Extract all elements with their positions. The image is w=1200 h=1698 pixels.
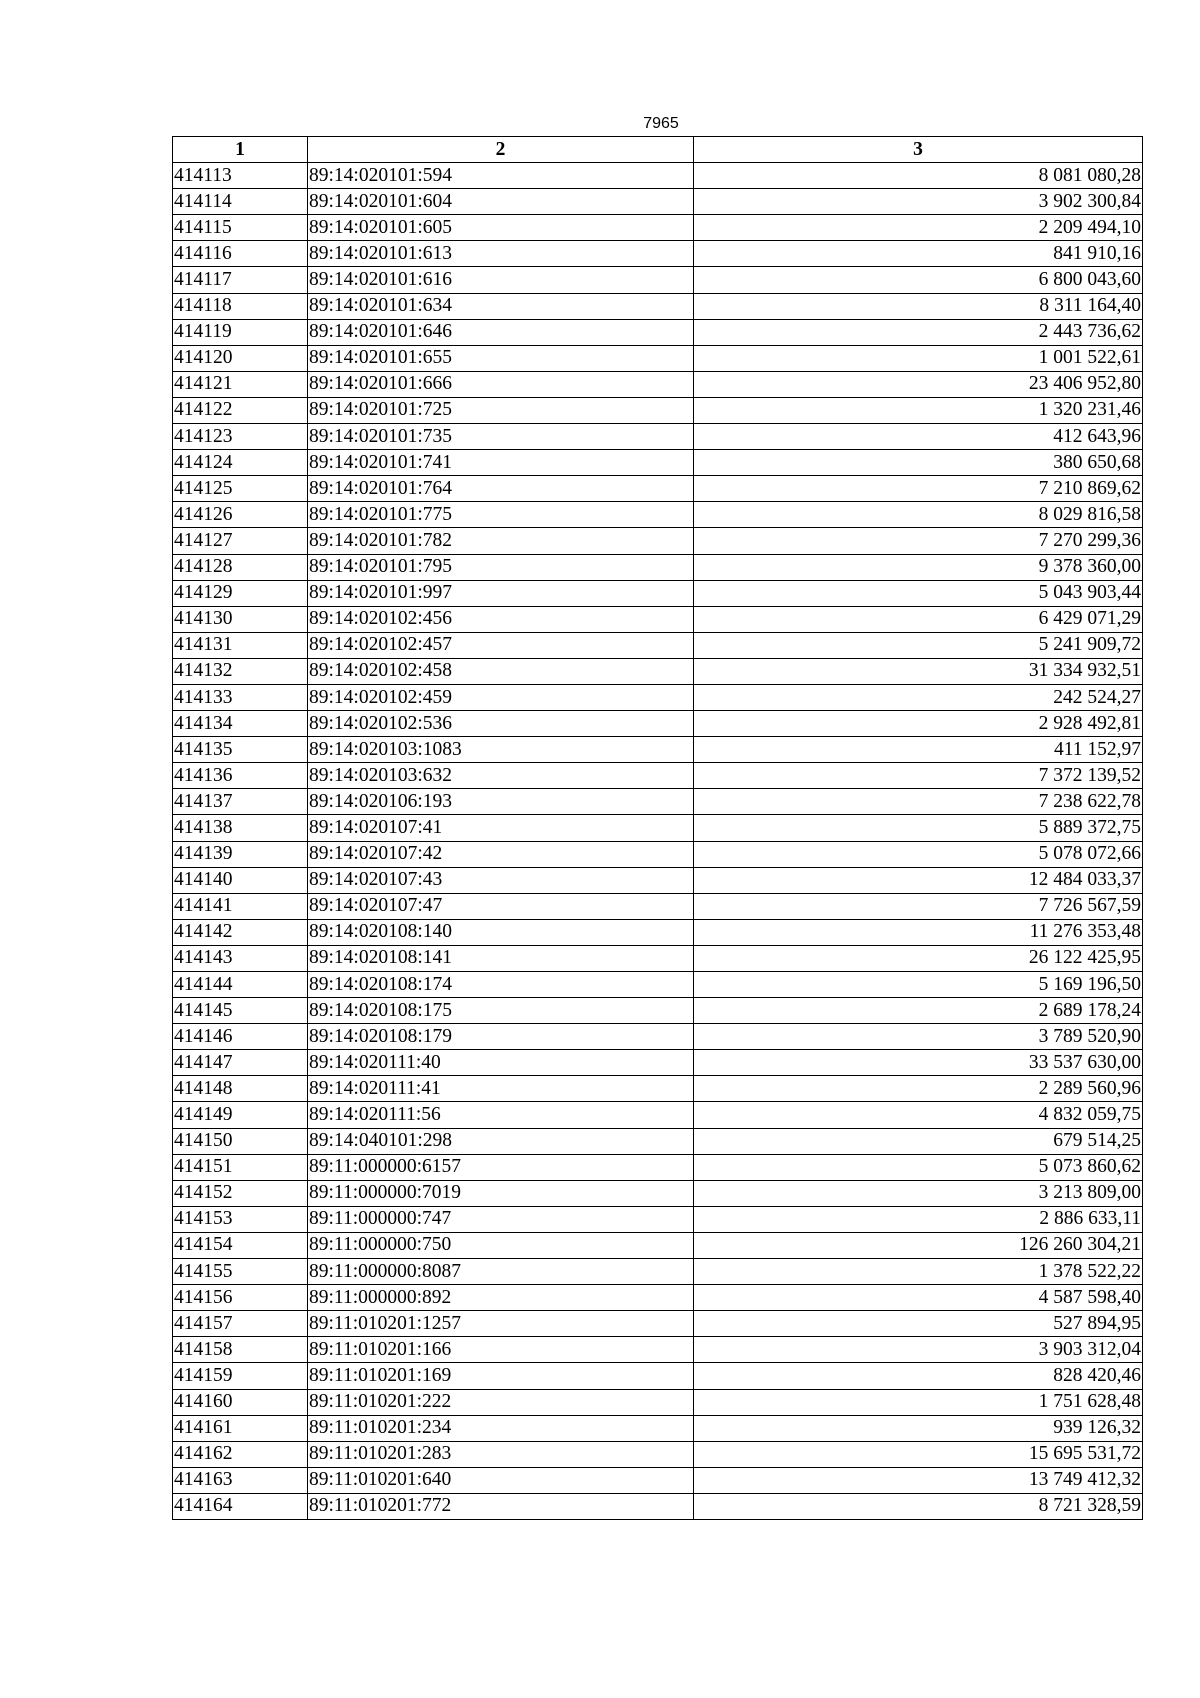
value-cell: 5 078 072,66 xyxy=(694,841,1143,867)
value-cell: 2 209 494,10 xyxy=(694,215,1143,241)
row-number-cell: 414148 xyxy=(173,1076,308,1102)
cadastral-number-cell: 89:14:020107:43 xyxy=(308,867,694,893)
cadastral-number-cell: 89:14:020101:616 xyxy=(308,267,694,293)
cadastral-number-cell: 89:11:000000:747 xyxy=(308,1206,694,1232)
value-cell: 3 213 809,00 xyxy=(694,1180,1143,1206)
table-row xyxy=(173,867,1143,893)
row-number-cell: 414156 xyxy=(173,1285,308,1311)
table-row xyxy=(173,580,1143,606)
table-row xyxy=(173,1337,1143,1363)
row-number-cell: 414153 xyxy=(173,1206,308,1232)
value-cell: 7 726 567,59 xyxy=(694,893,1143,919)
table-row xyxy=(173,841,1143,867)
row-number-cell: 414149 xyxy=(173,1102,308,1128)
row-number-cell: 414163 xyxy=(173,1467,308,1493)
row-number-cell: 414136 xyxy=(173,763,308,789)
cadastral-number-cell: 89:14:020111:56 xyxy=(308,1102,694,1128)
table-row xyxy=(173,424,1143,450)
row-number-cell: 414124 xyxy=(173,450,308,476)
value-cell: 4 832 059,75 xyxy=(694,1102,1143,1128)
cadastral-number-cell: 89:14:020107:41 xyxy=(308,815,694,841)
value-cell: 26 122 425,95 xyxy=(694,945,1143,971)
value-cell: 3 902 300,84 xyxy=(694,189,1143,215)
row-number-cell: 414126 xyxy=(173,502,308,528)
value-cell: 7 372 139,52 xyxy=(694,763,1143,789)
cadastral-number-cell: 89:14:020108:174 xyxy=(308,972,694,998)
cadastral-number-cell: 89:14:020102:458 xyxy=(308,658,694,684)
row-number-cell: 414141 xyxy=(173,893,308,919)
table-row xyxy=(173,1154,1143,1180)
value-cell: 8 081 080,28 xyxy=(694,163,1143,189)
value-cell: 3 789 520,90 xyxy=(694,1024,1143,1050)
value-cell: 841 910,16 xyxy=(694,241,1143,267)
value-cell: 527 894,95 xyxy=(694,1311,1143,1337)
row-number-cell: 414130 xyxy=(173,606,308,632)
cadastral-number-cell: 89:11:000000:8087 xyxy=(308,1259,694,1285)
value-cell: 1 751 628,48 xyxy=(694,1389,1143,1415)
row-number-cell: 414161 xyxy=(173,1415,308,1441)
table-row xyxy=(173,163,1143,189)
cadastral-number-cell: 89:14:020101:795 xyxy=(308,554,694,580)
row-number-cell: 414134 xyxy=(173,711,308,737)
cadastral-number-cell: 89:14:020101:735 xyxy=(308,424,694,450)
table-row xyxy=(173,711,1143,737)
value-cell: 7 210 869,62 xyxy=(694,476,1143,502)
table-row xyxy=(173,476,1143,502)
value-cell: 2 689 178,24 xyxy=(694,998,1143,1024)
table-row xyxy=(173,1206,1143,1232)
value-cell: 2 928 492,81 xyxy=(694,711,1143,737)
cadastral-number-cell: 89:14:020101:741 xyxy=(308,450,694,476)
table-header-row xyxy=(173,137,1143,163)
cadastral-number-cell: 89:14:020101:725 xyxy=(308,397,694,423)
cadastral-number-cell: 89:14:020101:997 xyxy=(308,580,694,606)
table-body xyxy=(173,163,1143,1520)
value-cell: 23 406 952,80 xyxy=(694,371,1143,397)
value-cell: 6 800 043,60 xyxy=(694,267,1143,293)
value-cell: 8 311 164,40 xyxy=(694,293,1143,319)
table-row xyxy=(173,397,1143,423)
cadastral-number-cell: 89:11:010201:1257 xyxy=(308,1311,694,1337)
value-cell: 13 749 412,32 xyxy=(694,1467,1143,1493)
cadastral-number-cell: 89:11:010201:234 xyxy=(308,1415,694,1441)
registry-table xyxy=(172,136,1143,1520)
cadastral-number-cell: 89:14:020102:456 xyxy=(308,606,694,632)
row-number-cell: 414150 xyxy=(173,1128,308,1154)
table-row xyxy=(173,1285,1143,1311)
value-cell: 11 276 353,48 xyxy=(694,919,1143,945)
row-number-cell: 414154 xyxy=(173,1232,308,1258)
row-number-cell: 414114 xyxy=(173,189,308,215)
value-cell: 5 043 903,44 xyxy=(694,580,1143,606)
row-number-cell: 414159 xyxy=(173,1363,308,1389)
cadastral-number-cell: 89:14:020101:604 xyxy=(308,189,694,215)
table-row xyxy=(173,241,1143,267)
table-row xyxy=(173,737,1143,763)
table-row xyxy=(173,1050,1143,1076)
table-row xyxy=(173,658,1143,684)
cadastral-number-cell: 89:14:020107:42 xyxy=(308,841,694,867)
page-number: 7965 xyxy=(643,115,679,132)
value-cell: 1 378 522,22 xyxy=(694,1259,1143,1285)
cadastral-number-cell: 89:11:000000:7019 xyxy=(308,1180,694,1206)
row-number-cell: 414152 xyxy=(173,1180,308,1206)
value-cell: 380 650,68 xyxy=(694,450,1143,476)
table-row xyxy=(173,945,1143,971)
cadastral-number-cell: 89:11:010201:283 xyxy=(308,1441,694,1467)
table-row xyxy=(173,684,1143,710)
value-cell: 8 721 328,59 xyxy=(694,1493,1143,1519)
cadastral-number-cell: 89:14:020103:1083 xyxy=(308,737,694,763)
row-number-cell: 414128 xyxy=(173,554,308,580)
cadastral-number-cell: 89:14:020106:193 xyxy=(308,789,694,815)
cadastral-number-cell: 89:14:020102:457 xyxy=(308,632,694,658)
table-row xyxy=(173,998,1143,1024)
row-number-cell: 414139 xyxy=(173,841,308,867)
table-row xyxy=(173,1102,1143,1128)
table-row xyxy=(173,1128,1143,1154)
table-row xyxy=(173,319,1143,345)
table-row xyxy=(173,893,1143,919)
table-row xyxy=(173,1232,1143,1258)
value-cell: 2 886 633,11 xyxy=(694,1206,1143,1232)
table-row xyxy=(173,1467,1143,1493)
row-number-cell: 414162 xyxy=(173,1441,308,1467)
cadastral-number-cell: 89:14:020101:605 xyxy=(308,215,694,241)
row-number-cell: 414140 xyxy=(173,867,308,893)
cadastral-number-cell: 89:14:020101:655 xyxy=(308,345,694,371)
cadastral-number-cell: 89:11:010201:169 xyxy=(308,1363,694,1389)
value-cell: 2 289 560,96 xyxy=(694,1076,1143,1102)
cadastral-number-cell: 89:14:020108:141 xyxy=(308,945,694,971)
row-number-cell: 414142 xyxy=(173,919,308,945)
cadastral-number-cell: 89:14:020111:40 xyxy=(308,1050,694,1076)
value-cell: 126 260 304,21 xyxy=(694,1232,1143,1258)
table-row xyxy=(173,1259,1143,1285)
table-row xyxy=(173,1441,1143,1467)
value-cell: 4 587 598,40 xyxy=(694,1285,1143,1311)
row-number-cell: 414118 xyxy=(173,293,308,319)
cadastral-number-cell: 89:14:020102:536 xyxy=(308,711,694,737)
cadastral-number-cell: 89:14:020108:179 xyxy=(308,1024,694,1050)
cadastral-number-cell: 89:14:020101:613 xyxy=(308,241,694,267)
value-cell: 15 695 531,72 xyxy=(694,1441,1143,1467)
row-number-cell: 414119 xyxy=(173,319,308,345)
row-number-cell: 414155 xyxy=(173,1259,308,1285)
table-row xyxy=(173,1076,1143,1102)
column-header-1: 1 xyxy=(173,137,308,163)
column-header-3: 3 xyxy=(694,137,1143,163)
cadastral-number-cell: 89:11:000000:6157 xyxy=(308,1154,694,1180)
value-cell: 5 241 909,72 xyxy=(694,632,1143,658)
row-number-cell: 414117 xyxy=(173,267,308,293)
cadastral-number-cell: 89:14:040101:298 xyxy=(308,1128,694,1154)
cadastral-number-cell: 89:14:020101:764 xyxy=(308,476,694,502)
value-cell: 7 270 299,36 xyxy=(694,528,1143,554)
row-number-cell: 414157 xyxy=(173,1311,308,1337)
cadastral-number-cell: 89:14:020103:632 xyxy=(308,763,694,789)
row-number-cell: 414131 xyxy=(173,632,308,658)
row-number-cell: 414138 xyxy=(173,815,308,841)
table-row xyxy=(173,1180,1143,1206)
cadastral-number-cell: 89:11:010201:166 xyxy=(308,1337,694,1363)
cadastral-number-cell: 89:14:020108:175 xyxy=(308,998,694,1024)
row-number-cell: 414160 xyxy=(173,1389,308,1415)
cadastral-number-cell: 89:14:020101:646 xyxy=(308,319,694,345)
table-row xyxy=(173,502,1143,528)
table-row xyxy=(173,789,1143,815)
row-number-cell: 414116 xyxy=(173,241,308,267)
cadastral-number-cell: 89:14:020101:594 xyxy=(308,163,694,189)
value-cell: 33 537 630,00 xyxy=(694,1050,1143,1076)
row-number-cell: 414164 xyxy=(173,1493,308,1519)
table-row xyxy=(173,763,1143,789)
table-row xyxy=(173,267,1143,293)
cadastral-number-cell: 89:14:020101:666 xyxy=(308,371,694,397)
cadastral-number-cell: 89:14:020101:775 xyxy=(308,502,694,528)
value-cell: 7 238 622,78 xyxy=(694,789,1143,815)
row-number-cell: 414113 xyxy=(173,163,308,189)
table-row xyxy=(173,554,1143,580)
row-number-cell: 414123 xyxy=(173,424,308,450)
column-header-2: 2 xyxy=(308,137,694,163)
table-row xyxy=(173,1024,1143,1050)
cadastral-number-cell: 89:11:010201:640 xyxy=(308,1467,694,1493)
value-cell: 412 643,96 xyxy=(694,424,1143,450)
value-cell: 2 443 736,62 xyxy=(694,319,1143,345)
row-number-cell: 414146 xyxy=(173,1024,308,1050)
row-number-cell: 414151 xyxy=(173,1154,308,1180)
row-number-cell: 414144 xyxy=(173,972,308,998)
value-cell: 939 126,32 xyxy=(694,1415,1143,1441)
row-number-cell: 414129 xyxy=(173,580,308,606)
value-cell: 5 889 372,75 xyxy=(694,815,1143,841)
value-cell: 1 001 522,61 xyxy=(694,345,1143,371)
value-cell: 5 073 860,62 xyxy=(694,1154,1143,1180)
row-number-cell: 414121 xyxy=(173,371,308,397)
value-cell: 3 903 312,04 xyxy=(694,1337,1143,1363)
table-row xyxy=(173,606,1143,632)
cadastral-number-cell: 89:11:000000:892 xyxy=(308,1285,694,1311)
value-cell: 828 420,46 xyxy=(694,1363,1143,1389)
row-number-cell: 414145 xyxy=(173,998,308,1024)
cadastral-number-cell: 89:11:010201:222 xyxy=(308,1389,694,1415)
value-cell: 6 429 071,29 xyxy=(694,606,1143,632)
table-row xyxy=(173,189,1143,215)
row-number-cell: 414143 xyxy=(173,945,308,971)
row-number-cell: 414135 xyxy=(173,737,308,763)
row-number-cell: 414133 xyxy=(173,684,308,710)
cadastral-number-cell: 89:14:020108:140 xyxy=(308,919,694,945)
row-number-cell: 414120 xyxy=(173,345,308,371)
table-row xyxy=(173,1415,1143,1441)
row-number-cell: 414115 xyxy=(173,215,308,241)
row-number-cell: 414158 xyxy=(173,1337,308,1363)
table-row xyxy=(173,528,1143,554)
table-row xyxy=(173,371,1143,397)
cadastral-number-cell: 89:11:010201:772 xyxy=(308,1493,694,1519)
table-row xyxy=(173,972,1143,998)
table-row xyxy=(173,1389,1143,1415)
value-cell: 8 029 816,58 xyxy=(694,502,1143,528)
value-cell: 679 514,25 xyxy=(694,1128,1143,1154)
table-row xyxy=(173,345,1143,371)
value-cell: 1 320 231,46 xyxy=(694,397,1143,423)
cadastral-number-cell: 89:14:020111:41 xyxy=(308,1076,694,1102)
value-cell: 5 169 196,50 xyxy=(694,972,1143,998)
table-row xyxy=(173,450,1143,476)
row-number-cell: 414147 xyxy=(173,1050,308,1076)
row-number-cell: 414132 xyxy=(173,658,308,684)
value-cell: 411 152,97 xyxy=(694,737,1143,763)
cadastral-number-cell: 89:14:020101:782 xyxy=(308,528,694,554)
row-number-cell: 414137 xyxy=(173,789,308,815)
value-cell: 242 524,27 xyxy=(694,684,1143,710)
table-row xyxy=(173,815,1143,841)
cadastral-number-cell: 89:14:020101:634 xyxy=(308,293,694,319)
cadastral-number-cell: 89:11:000000:750 xyxy=(308,1232,694,1258)
table-row xyxy=(173,1493,1143,1519)
value-cell: 12 484 033,37 xyxy=(694,867,1143,893)
table-row xyxy=(173,632,1143,658)
value-cell: 9 378 360,00 xyxy=(694,554,1143,580)
row-number-cell: 414125 xyxy=(173,476,308,502)
table-row xyxy=(173,1363,1143,1389)
table-row xyxy=(173,293,1143,319)
table-row xyxy=(173,215,1143,241)
cadastral-number-cell: 89:14:020107:47 xyxy=(308,893,694,919)
value-cell: 31 334 932,51 xyxy=(694,658,1143,684)
table-row xyxy=(173,919,1143,945)
cadastral-number-cell: 89:14:020102:459 xyxy=(308,684,694,710)
table-row xyxy=(173,1311,1143,1337)
row-number-cell: 414127 xyxy=(173,528,308,554)
row-number-cell: 414122 xyxy=(173,397,308,423)
